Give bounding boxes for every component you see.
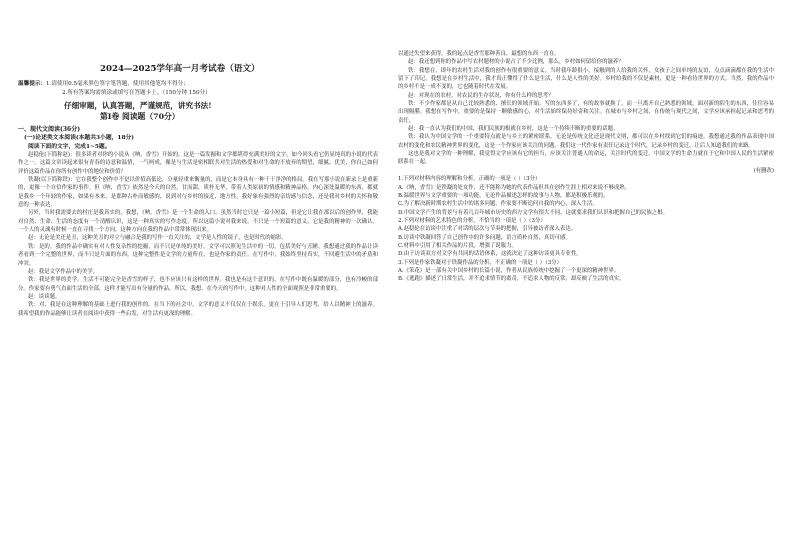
exam-title: 2024—2025学年高一月考试卷（语文） [100,64,260,74]
question-stem: 2.下列对材料的艺术特色的分析，不恰当的一项是（ ）（3分） [398,217,546,224]
paragraph: 以通过失望来获得。我的起点是香雪那种善良、最想的东西一直在。 [398,51,560,57]
paragraph: 铁：不少作家都是从自己比较熟悉的、擅长的领域开始，写的东西多了，有的故事就换了，而一旦离开自己熟悉的领域，面对新的陌生的东西，往往容易出现隔膜。我想在写作中，重要的是保持一颗敏感的心，对生活始终保持好奇和关注。在城市与乡村之间，在传统与现代之间，文学应该承担起记录和思考的责任。 [398,101,774,124]
paragraph: 赵：我是文学作品中的美学。 [28,268,99,275]
question-option: A.《呐，香雪》是铁凝的处女作，还不能称为她的代表作品但其在创作生涯上相对来说不够成熟。 [398,184,631,191]
notice-label: 温馨提示： [18,81,46,87]
question-option: A.赵稳伦在访谈中注重了对话的层次与节奏的把握，引导被访者深入表达。 [398,226,577,233]
paragraph: 另外，当时我需要去的村庄是我真实的，我想，《呐，香雪》是一个生命的入口。虽然当时它只是一篇小短篇，但是它让我在那以后的创作里，我能对自然、生命、生活的态度有一个清醒认识，这是一种真实的写作态度。所以这篇小说对我来说，不只是一个短篇的意义，它是我的精神的一次确认。一个人的灵魂有时候一直在寻找一个方向，这种方向在我的作品中常常体现出来。 [18,210,378,234]
paragraph: 铁：我想在，即年的农村生活对我的创作有很重要的意义。当时我年龄很小，接触到的人给我的关怀，女孩子之间单纯的友谊，点点滴滴都在我的生活中留下了印记。我想是在乡村生活中，我才真正懂得了什么是生活，什么是人性的美好。乡村给我的不仅是素材，更是一种看待世界的方式。当然，我的作品中的乡村不是一成不变的，它也随着时代在发展。 [398,67,774,91]
motto: 仔细审题，认真答题，严谨规范，讲究书法! [64,101,212,110]
paragraph: 铁：我是世界的美学。生活不可能完全是香雪的样子，也不应该只有这样的世界。我也是有这个意识的，在写作中既有温暖的部分，也有冷峻的部分。作家要有勇气直面生活的全部，这样才能写出有分量的作品。所以，我想，在今天的写作中，这种对人性的全面观照是非常重要的。 [18,277,378,292]
question-stem: 3.下列是作家铁凝对于铁凝作品的分析，不正确的一项是（ ）（3分） [398,259,562,266]
paragraph: 这也是我对文学的一种理解，我觉得文学应该有它的担当，应该关注普通人的命运，关注时代的变迁。中国文学的生命力就在于它和中国人民的生活紧密联系在一起。 [398,151,774,166]
paragraph: 赵稳伦(下简称赵)：很多读者对你的小说从《呐，香雪》开始的。这是一篇发掘和文学都堪得充满美好的文字，如今回头看它仍显纯真的小说的代表作之一。这篇文章读起来很有青春的诗意和温情，一气呵成，像是与生活是密相联共对生活的热爱和对生命的不放弃的期望，细腻、优美，你自己如何评价这篇作品在你所有创作中的地位和价值？ [18,152,378,175]
notice-line-1: 1.请使用0.5毫米黑色签字笔答题，使用其他笔均不得分； [45,81,189,87]
paragraph: 赵：对现在的农村，对农民的生存状况，你有什么样的思考？ [408,92,554,99]
source-note: (有删改) [753,167,774,174]
notice-block [18,80,363,98]
question-option: A.《笨花》是一部有关中国乡村的长篇小说，作者从民族传统中挖掘了一个更深的精神世界。 [398,267,620,274]
left-column [18,126,378,318]
notice-line-2: 2.所有答案均需填涂或填写在答题卡上。（150分钟 150分） [62,90,211,96]
paragraph: 赵：无论是美还是丑，这种美丑的对立与融合是我的写作一直关注的，文学是人性的镜子，也是时代的缩影。 [28,235,287,242]
paragraph: 铁：我认为中国文学的一个重要特点就是与乡土的紧密联系。无论是传统文化还是现代文明，都可以在乡村找到它们的痕迹。我想通过我的作品表现中国农村的变化和农民精神世界的变化，这是一个作家应该关注的问题。我们这一代作家有责任记录这个时代，记录乡村的变迁，让后人知道我们的来路。 [398,134,774,149]
question-2 [398,217,774,259]
question-option: B.温暖世界与文学重要的一项功能，无论作品描述怎样的故事与人物，都是积极乐观的。 [398,192,609,199]
question-1 [398,175,774,217]
paragraph: 铁凝(以下简称铁)：它在我整个创作中不是以价值高低论，分量轻重来衡量的，而是它本身具有一种干干净净的格局。我在写那小说在新录上是重新的，更像一个自信作家的事件。但《呐，香雪》依然是今天的自然，甘而甜，质朴无华，带着人类原初的情感和精神品格，内心深处温暖的东西，都就是我乡一个年轻的作家，如果有本来，是那种古朴而敏感的，说到对与乡村的接近、地方性，我好象有强烈的亲切感与信念，还是我对乡村的关怀和敬意的一种表达。 [18,177,378,209]
question-option: C.为了解决新时期农村生活中的诸多问题，作家要不断追问自我的内心，深入生活。 [398,201,598,208]
section-title: 一、现代文阅读(36分) [18,126,81,133]
paragraph: 铁：对，我是在这种理解的基础上进行我的创作的。在当下的社会中，文学的意义不仅仅在于娱乐，更在于引导人们思考，给人以精神上的滋养。我希望我的作品能够让读者在阅读中获得一些启发，对生活有更深的理解。 [18,302,378,317]
paragraph: 赵：我还想到你的作品中写农村题材的小说占了不少比例，那么，乡村如何留给你的滋养？ [408,59,624,66]
question-stem: 1.下列对材料内容的理解和分析，正确的一项是（ ）（3分） [398,176,541,183]
paragraph: 赵：谈谈题。 [28,293,61,300]
paragraph: 赵：我一直认为我们的中国，我们民族的根就在乡村，这是一个持续不断的重要的话题。 [408,126,619,133]
subsection-title: (一)论述类文本阅读(本题共3小题，18分) [24,135,135,142]
question-option: B.《逃跑》描述了日常生活，并不追求情节的离奇，不追求人物的反常，却反映了生活的真实。 [398,276,625,283]
part-title: 第Ⅰ卷 阅读题（70分） [100,112,180,121]
right-column [398,50,774,284]
instruction: 阅读下面的文字，完成1~5题。 [28,143,111,150]
question-option: B.访谈中铁凝回答了自己创作中的许多问题，语言质朴自然，真切可感。 [398,234,571,241]
paragraph: 铁：是的。我的作品中确实有对人性复杂性的挖掘，而不只是单纯的美好。文学可以照见生活中的一切，包括美好与丑陋。我想通过我的作品让读者看到一个完整的世界，而不只是片面的东西。这种完整性是文学的力量所在，也是作家的责任。在写作中，我始终坚持真实，不回避生活中的矛盾和冲突。 [18,243,378,267]
question-option: D.由于访谈双方对文学有共同的话语体系，这就决定了这种访谈更具专业性。 [398,251,582,258]
question-option: D.中国文学产生的背景与有着几百年城市历史的西方文学有很大不同，这就要求我们认识和把握自己的民族之根。 [398,209,668,216]
question-option: C.材料中引用了相关作品的片段，增强了说服力。 [398,242,517,249]
question-3 [398,259,774,284]
